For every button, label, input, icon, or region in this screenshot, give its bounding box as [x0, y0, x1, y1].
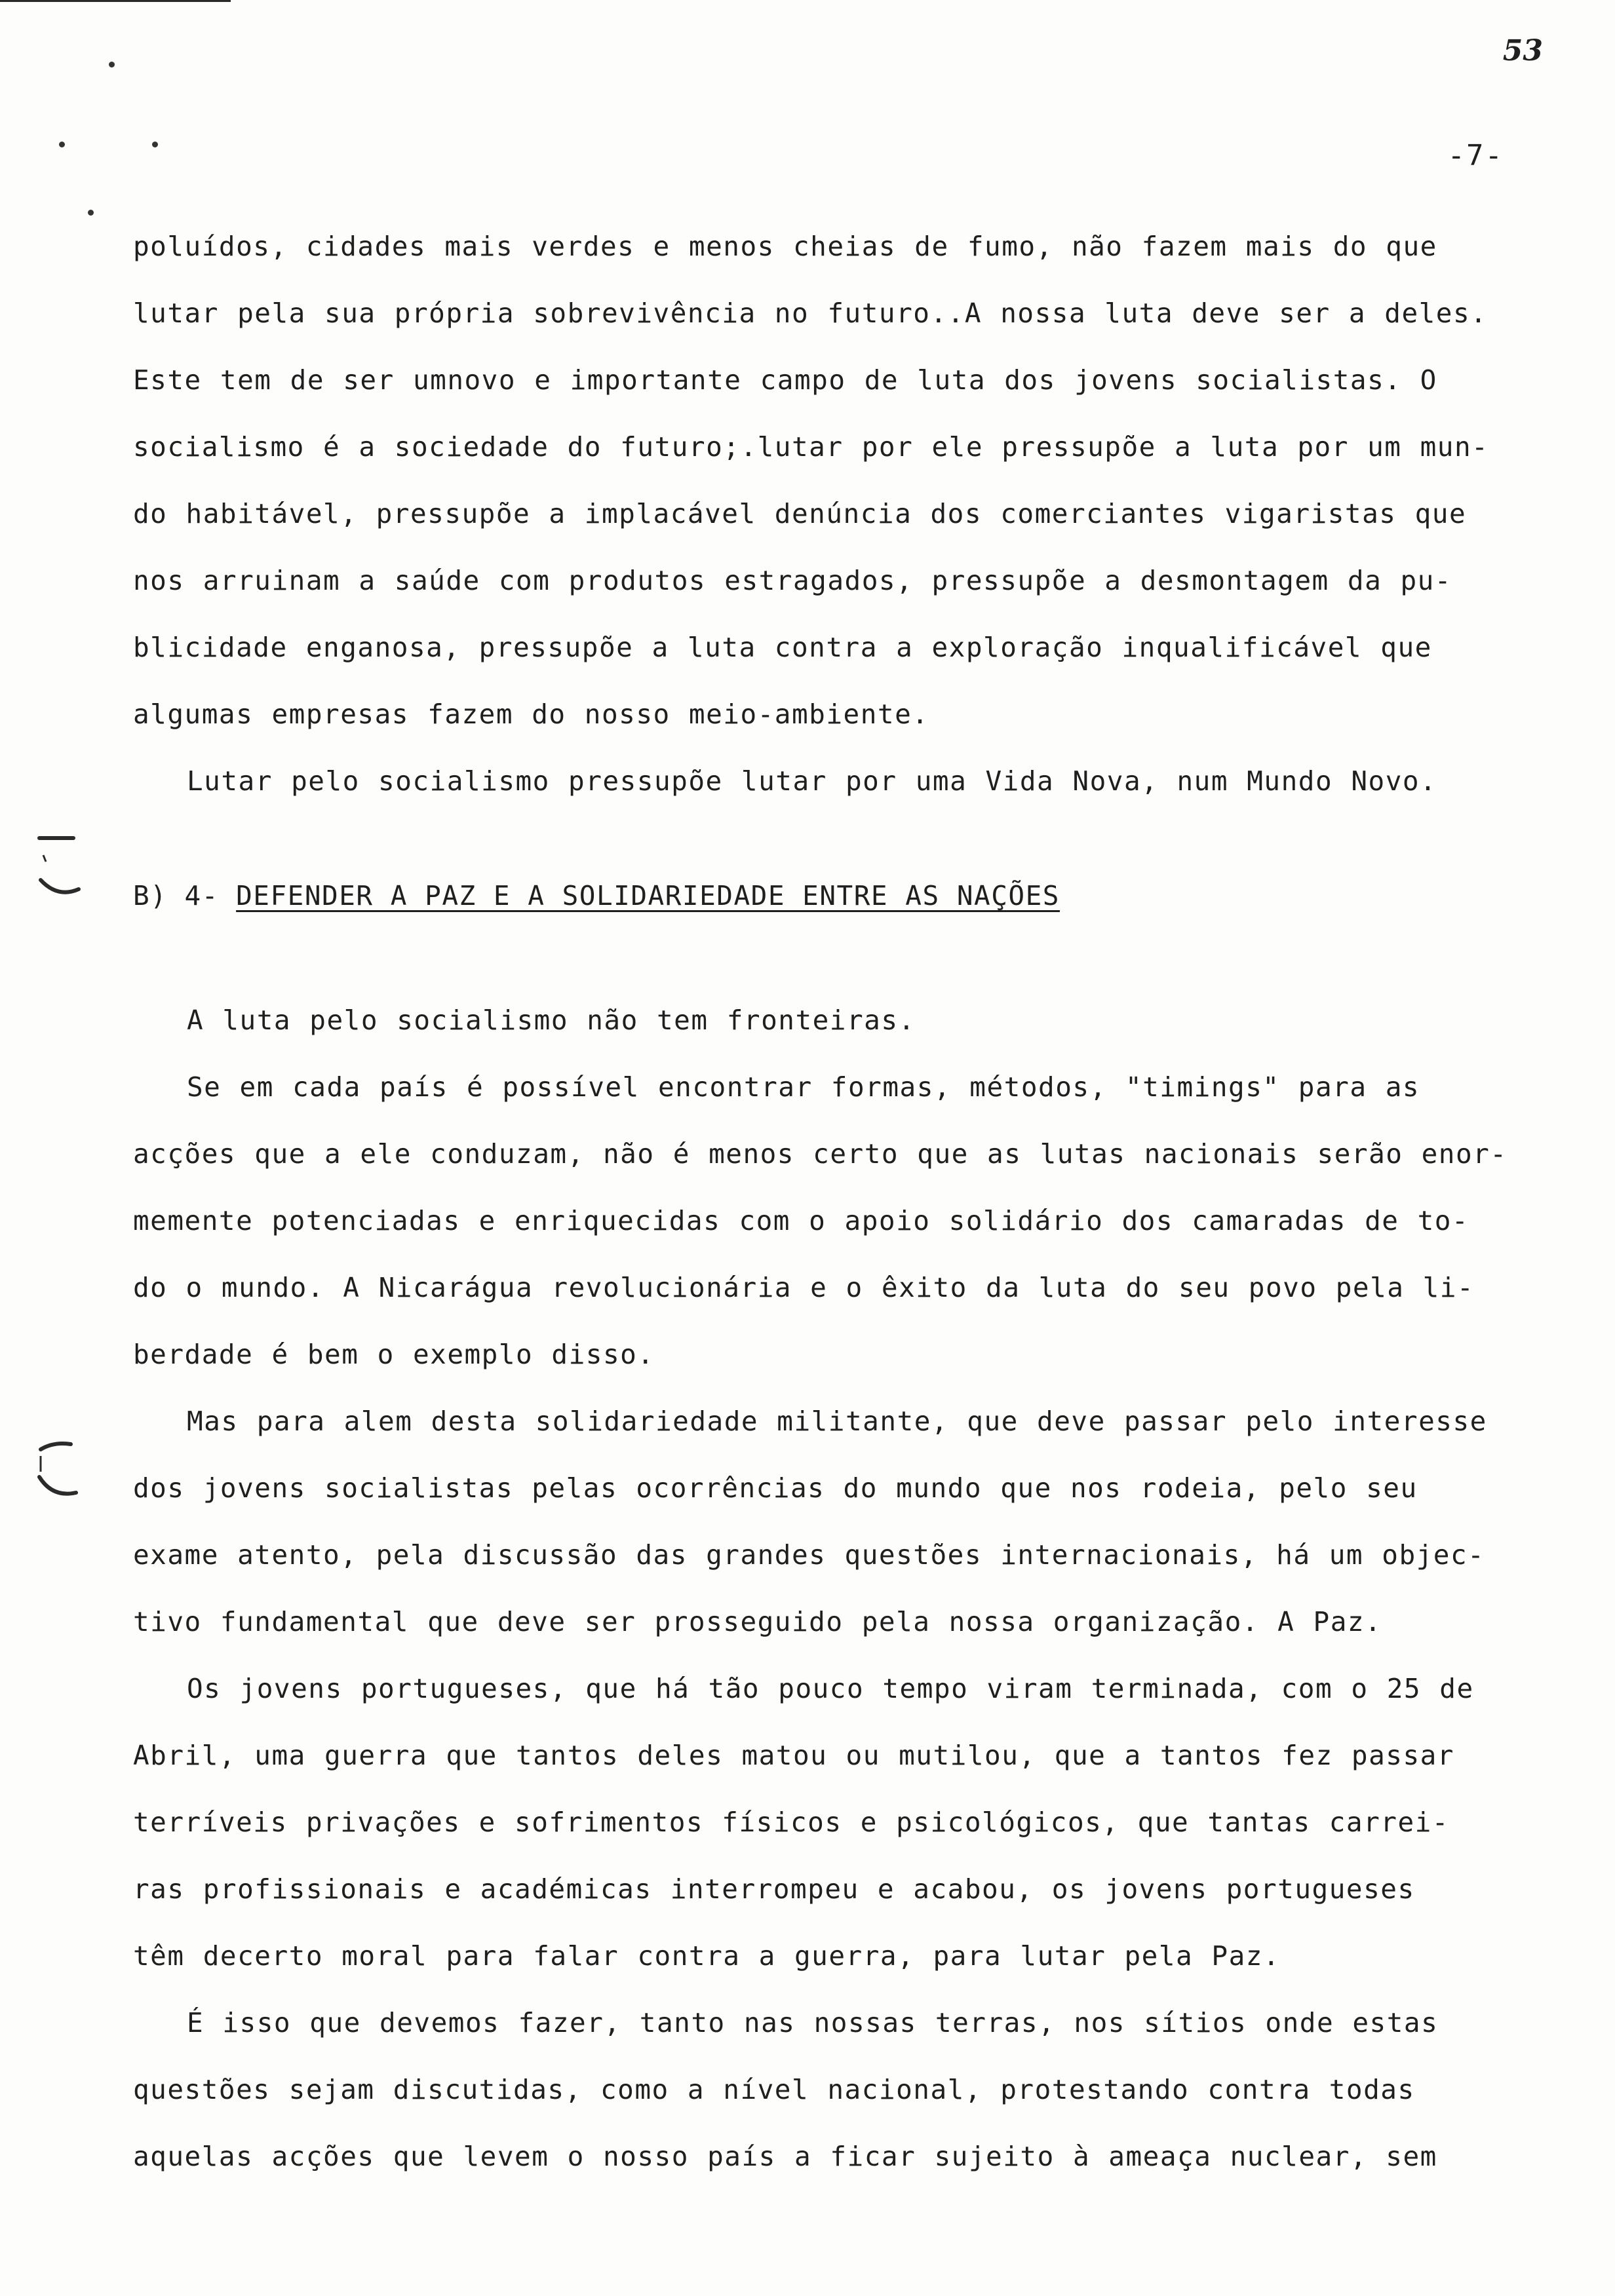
text-line: lutar pela sua própria sobrevivência no futuro..A nossa luta deve ser a deles.: [133, 297, 1488, 329]
archive-page-number: 53: [1502, 34, 1543, 67]
text-line: É isso que devemos fazer, tanto nas nossas terras, nos sítios onde estas: [187, 2007, 1439, 2038]
text-line: dos jovens socialistas pelas ocorrências do mundo que nos rodeia, pelo seu: [133, 1472, 1418, 1504]
text-line: algumas empresas fazem do nosso meio-ambiente.: [133, 698, 929, 730]
text-line: memente potenciadas e enriquecidas com o apoio solidário dos camaradas de to-: [133, 1205, 1469, 1236]
page-number: -7-: [1447, 139, 1504, 172]
text-line: ras profissionais e académicas interrompeu e acabou, os jovens portugueses: [133, 1873, 1415, 1905]
scan-speck: [152, 142, 158, 147]
text-line: Mas para alem desta solidariedade militante, que deve passar pelo interesse: [187, 1406, 1487, 1437]
section-body: [133, 987, 1532, 2190]
text-line: nos arruinam a saúde com produtos estragados, pressupõe a desmontagem da pu-: [133, 565, 1452, 596]
text-line: terríveis privações e sofrimentos físicos e psicológicos, que tantas carrei-: [133, 1807, 1449, 1838]
text-line: exame atento, pela discussão das grandes questões internacionais, há um objec-: [133, 1539, 1485, 1571]
text-line: acções que a ele conduzam, não é menos certo que as lutas nacionais serão enor-: [133, 1138, 1508, 1170]
text-line: Abril, uma guerra que tantos deles matou ou mutilou, que a tantos fez passar: [133, 1740, 1454, 1771]
section-heading-title: DEFENDER A PAZ E A SOLIDARIEDADE ENTRE AS NAÇÕES: [236, 880, 1060, 911]
scan-speck: [59, 142, 65, 147]
text-line: A luta pelo socialismo não tem fronteiras.: [187, 1004, 916, 1036]
margin-bracket-mark: [34, 1435, 87, 1520]
text-line: do o mundo. A Nicarágua revolucionária e o êxito da luta do seu povo pela li-: [133, 1272, 1475, 1303]
scan-speck: [88, 210, 94, 216]
text-line: berdade é bem o exemplo disso.: [133, 1339, 655, 1370]
top-edge-rule: [0, 0, 231, 2]
text-line: têm decerto moral para falar contra a guerra, para lutar pela Paz.: [133, 1940, 1281, 1972]
text-line: Os jovens portugueses, que há tão pouco tempo viram terminada, com o 25 de: [187, 1673, 1474, 1704]
paragraph-environment: [133, 213, 1532, 814]
text-line: poluídos, cidades mais verdes e menos cheias de fumo, não fazem mais do que: [133, 231, 1437, 262]
margin-bracket-mark: [34, 829, 87, 908]
text-line: socialismo é a sociedade do futuro;.lutar por ele pressupõe a luta por um mun-: [133, 431, 1489, 463]
text-line: do habitável, pressupõe a implacável denúncia dos comerciantes vigaristas que: [133, 498, 1467, 529]
text-line: Lutar pelo socialismo pressupõe lutar por uma Vida Nova, num Mundo Novo.: [187, 765, 1437, 797]
text-line: tivo fundamental que deve ser prosseguido pela nossa organização. A Paz.: [133, 1606, 1382, 1637]
scan-speck: [109, 62, 115, 67]
text-line: Se em cada país é possível encontrar formas, métodos, "timings" para as: [187, 1071, 1420, 1103]
text-line: aquelas acções que levem o nosso país a ficar sujeito à ameaça nuclear, sem: [133, 2141, 1437, 2172]
text-line: blicidade enganosa, pressupõe a luta contra a exploração inqualificável que: [133, 632, 1432, 663]
text-line: questões sejam discutidas, como a nível nacional, protestando contra todas: [133, 2074, 1415, 2105]
section-heading-prefix: B) 4-: [133, 880, 237, 911]
text-line: Este tem de ser umnovo e importante campo de luta dos jovens socialistas. O: [133, 364, 1437, 396]
section-heading: [133, 880, 1060, 911]
